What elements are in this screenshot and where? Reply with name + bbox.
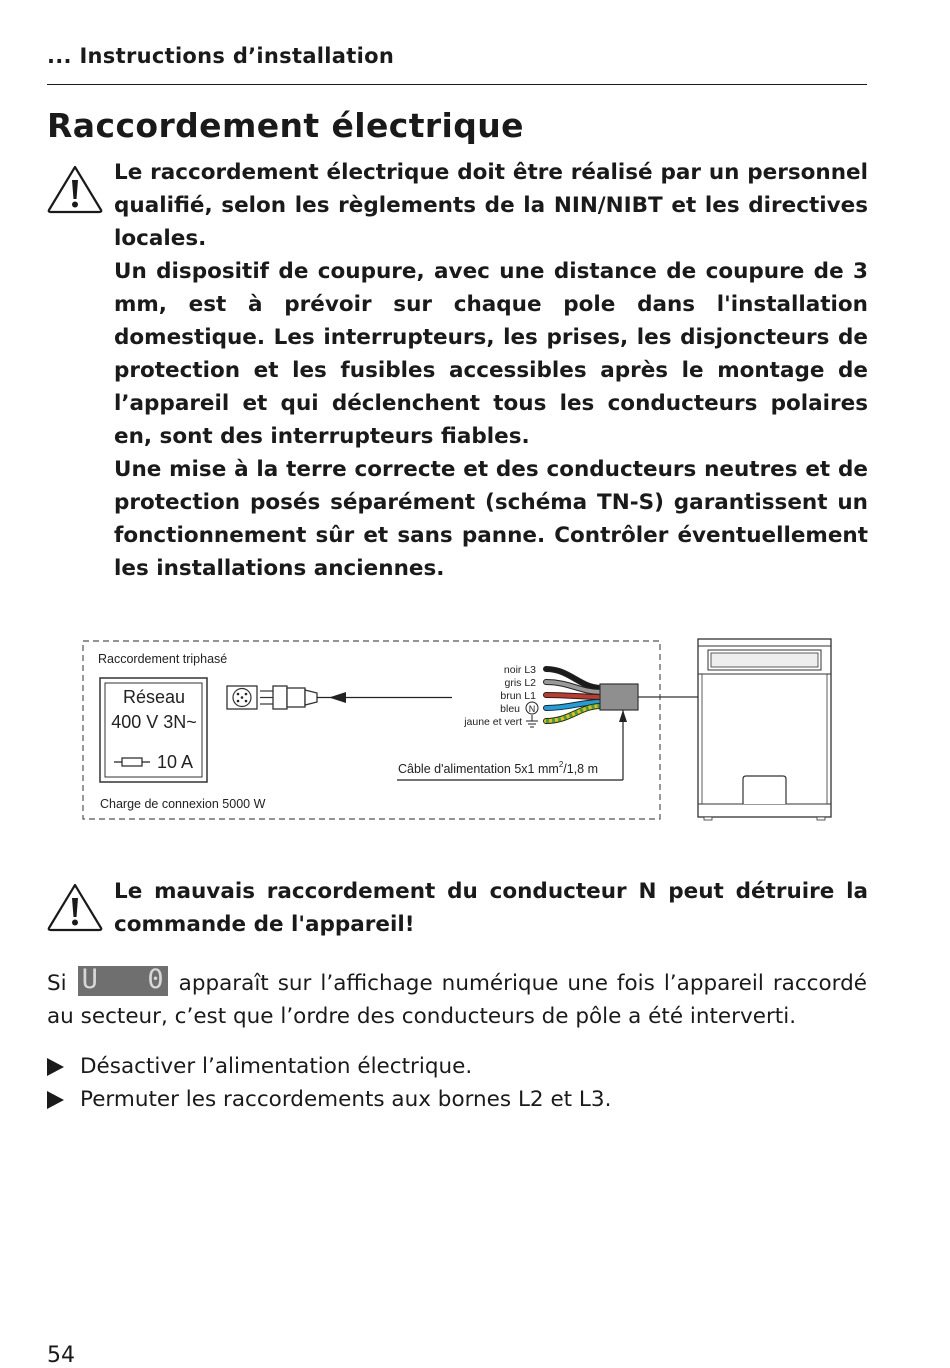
ground-icon <box>526 715 538 727</box>
box-label: Raccordement triphasé <box>98 652 228 666</box>
triangle-bullet-icon <box>47 1091 64 1109</box>
triangle-bullet-icon <box>47 1058 64 1076</box>
fuse-rating: 10 A <box>157 752 194 772</box>
header-divider <box>47 84 867 85</box>
connection-diagram <box>80 636 840 828</box>
lcd-digit-right: 0 <box>147 964 164 995</box>
warning-triangle-icon <box>46 164 104 214</box>
arrow-left-icon <box>329 692 346 703</box>
voltage-label: 400 V 3N~ <box>111 712 197 732</box>
warning-paragraph: Un dispositif de coupure, avec une distance de coupure de 3 mm, est à prévoir sur chaque pole dans l'installation domestique. Les interrupteurs, les prises, les disjoncteurs de protection et les fusibles accessibles après le montage de l’appareil et qui déclenchent tous les conducteurs polaires en, sont des interrupteurs fiables. <box>114 259 868 449</box>
wire <box>546 695 601 697</box>
plug-icon <box>260 686 317 709</box>
electrical-warning-text <box>114 156 868 585</box>
warning-triangle-icon <box>46 882 104 932</box>
wire-bundle <box>546 669 601 721</box>
neutral-warning-text: Le mauvais raccordement du conducteur N peut détruire la commande de l'appareil! <box>114 879 868 937</box>
lcd-display <box>78 966 168 996</box>
page-number: 54 <box>47 1343 75 1368</box>
wire-label: gris L2 <box>504 677 536 689</box>
page-title: Raccordement électrique <box>47 106 524 145</box>
socket-icon <box>227 686 257 709</box>
load-label: Charge de connexion 5000 W <box>100 797 266 811</box>
fuse-icon <box>114 758 150 766</box>
step-text: Permuter les raccordements aux bornes L2 et L3. <box>80 1087 612 1112</box>
cable-label: Câble d'alimentation 5x1 $mm^2/1,8$ m <box>398 760 599 776</box>
display-error-paragraph <box>47 966 867 1033</box>
section-header: ... Instructions d’installation <box>47 44 395 68</box>
action-steps <box>47 1050 611 1116</box>
lcd-digit-left: U <box>81 964 98 995</box>
wire-label: brun L1 <box>500 690 536 702</box>
display-error-text: apparaît sur l’affichage numérique une fois l’appareil raccordé au secteur, c’est que l’ordre des conducteurs de pôle a été interverti. <box>47 971 867 1029</box>
wire-label: jaune et vert <box>464 716 522 728</box>
neutral-symbol: N <box>528 704 536 714</box>
step-text: Désactiver l’alimentation électrique. <box>80 1054 473 1079</box>
wire-label: bleu <box>500 703 520 715</box>
network-label: Réseau <box>122 687 186 707</box>
dishwasher-icon <box>698 639 831 820</box>
step-item <box>47 1050 611 1083</box>
si-word: Si <box>47 971 67 996</box>
warning-paragraph: Une mise à la terre correcte et des conducteurs neutres et de protection posés séparément (schéma TN-S) garantissent un fonctionnement sûr et sans panne. Contrôler éventuellement les installations anciennes. <box>114 457 868 581</box>
warning-paragraph: Le raccordement électrique doit être réalisé par un personnel qualifié, selon les règlements de la NIN/NIBT et les directives locales. <box>114 160 868 251</box>
cable-sheath <box>600 684 638 710</box>
wire-label: noir L3 <box>503 664 536 676</box>
arrow-up-icon <box>619 710 627 722</box>
step-item <box>47 1083 611 1116</box>
